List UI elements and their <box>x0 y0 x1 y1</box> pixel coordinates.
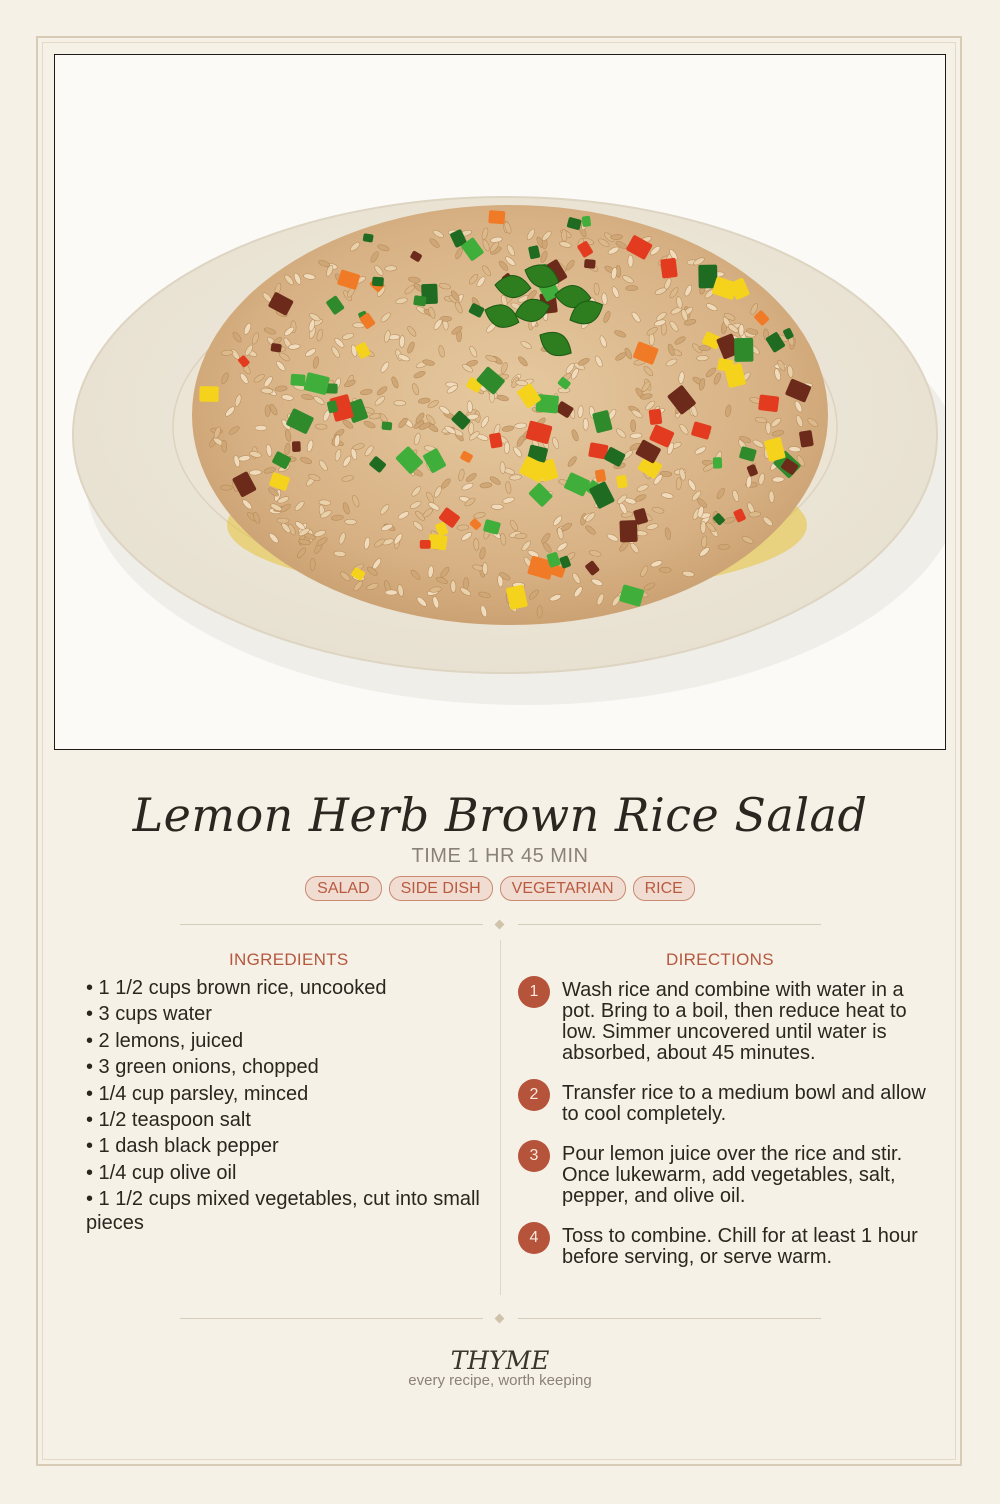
ingredient-item: • 1 dash black pepper <box>86 1135 279 1158</box>
direction-step <box>518 1079 928 1125</box>
direction-step <box>518 1140 928 1207</box>
tag-list <box>0 876 1000 901</box>
step-number-badge: 2 <box>518 1079 550 1111</box>
ingredient-item: • 2 lemons, juiced <box>86 1029 244 1052</box>
ingredient-item: • 1/4 cup olive oil <box>86 1161 237 1184</box>
step-number-badge: 1 <box>518 976 550 1008</box>
ingredient-item: • 1/4 cup parsley, minced <box>86 1082 309 1105</box>
bottom-divider-left <box>180 1318 483 1319</box>
recipe-photo <box>54 54 946 750</box>
brand-tagline: every recipe, worth keeping <box>408 1372 592 1389</box>
step-number-badge: 4 <box>518 1222 550 1254</box>
directions-list <box>518 976 928 1283</box>
step-text: Toss to combine. Chill for at least 1 hour before serving, or serve warm. <box>562 1225 918 1268</box>
ingredient-item: • 3 green onions, chopped <box>86 1056 319 1079</box>
step-number-badge: 3 <box>518 1140 550 1172</box>
step-text: Wash rice and combine with water in a pot. Bring to a boil, then reduce heat to low. Simmer uncovered until water is absorbed, about 45 minutes. <box>562 979 907 1064</box>
ingredient-item: • 1/2 teaspoon salt <box>86 1108 251 1131</box>
tag-salad[interactable]: SALAD <box>305 876 381 901</box>
ingredient-item: • 1 1/2 cups brown rice, uncooked <box>86 977 387 999</box>
bottom-divider-right <box>518 1318 821 1319</box>
ingredient-item: • 1 1/2 cups mixed vegetables, cut into small pieces <box>86 1188 480 1235</box>
top-divider-right <box>518 924 821 925</box>
recipe-title: Lemon Herb Brown Rice Salad <box>132 788 868 842</box>
ingredients-heading: INGREDIENTS <box>229 950 349 969</box>
directions-heading: DIRECTIONS <box>666 950 774 969</box>
column-divider <box>500 940 501 1295</box>
step-text: Transfer rice to a medium bowl and allow to cool completely. <box>562 1082 926 1125</box>
recipe-time: TIME 1 HR 45 MIN <box>411 845 589 867</box>
step-text: Pour lemon juice over the rice and stir. Once lukewarm, add vegetables, salt, pepper, and olive oil. <box>562 1143 903 1207</box>
direction-step <box>518 1222 928 1268</box>
brand-logo: THYME <box>450 1346 550 1375</box>
top-divider-left <box>180 924 483 925</box>
tag-vegetarian[interactable]: VEGETARIAN <box>500 876 626 901</box>
ingredient-item: • 3 cups water <box>86 1003 212 1026</box>
direction-step <box>518 976 928 1064</box>
ingredients-list <box>86 976 481 1238</box>
tag-rice[interactable]: RICE <box>633 876 695 901</box>
tag-side-dish[interactable]: SIDE DISH <box>389 876 493 901</box>
